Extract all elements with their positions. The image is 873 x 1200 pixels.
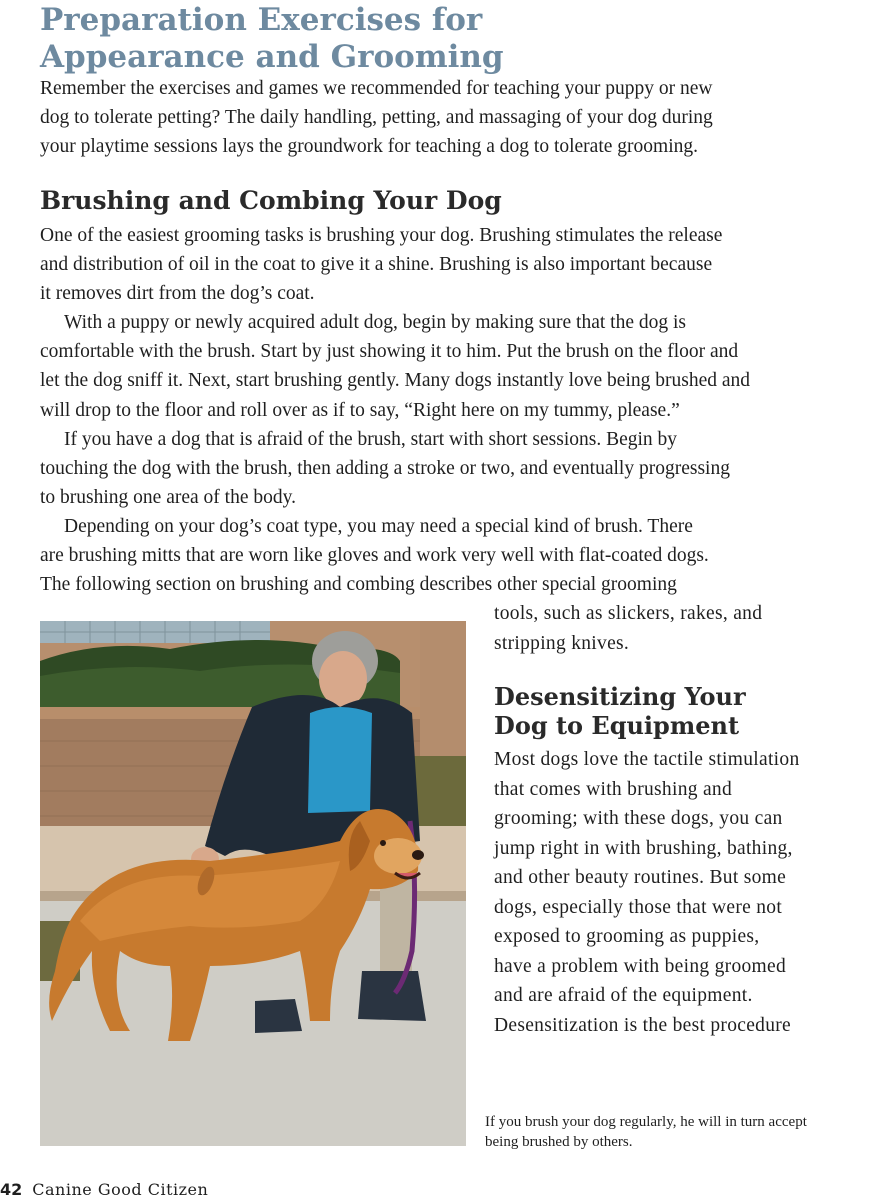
brushing-paragraph-4-continued [494, 599, 869, 658]
text-line: will drop to the floor and roll over as if to say, “Right here on my tummy, please.” [40, 399, 680, 421]
text-line: to brushing one area of the body. [40, 487, 296, 509]
text-line: comfortable with the brush. Start by just showing it to him. Put the brush on the floor and [40, 341, 739, 363]
text-line: Remember the exercises and games we recommended for teaching your puppy or new [40, 78, 713, 99]
text-line: dogs, especially those that were not [494, 896, 783, 918]
woman-shirt [308, 707, 372, 813]
section-heading-brushing: Brushing and Combing Your Dog [40, 186, 502, 215]
caption-line: being brushed by others. [485, 1134, 633, 1150]
text-line: your playtime sessions lays the groundwork for teaching a dog to tolerate grooming. [40, 136, 698, 158]
brushing-paragraph-3 [40, 425, 868, 513]
photo-illustration [40, 621, 466, 1146]
dog-nose [412, 850, 424, 860]
text-line: The following section on brushing and combing describes other special grooming [40, 574, 677, 596]
dog-eye [380, 840, 386, 846]
text-line: One of the easiest grooming tasks is brushing your dog. Brushing stimulates the release [40, 225, 723, 246]
page-title [40, 2, 504, 76]
photo-woman-brushing-golden-retriever [40, 621, 466, 1146]
text-line: and are afraid of the equipment. [494, 985, 753, 1006]
text-line: Most dogs love the tactile stimulation [494, 749, 800, 770]
brushing-paragraph-4 [40, 512, 868, 600]
page-number: 42 [0, 1180, 23, 1199]
title-line: Appearance and Grooming [40, 39, 504, 75]
photo-caption [485, 1112, 807, 1152]
text-line: dog to tolerate petting? The daily handling, petting, and massaging of your dog during [40, 107, 713, 129]
section-heading-desensitizing: Desensitizing Your Dog to Equipment [494, 682, 746, 740]
text-line: it removes dirt from the dog’s coat. [40, 283, 315, 305]
text-line: are brushing mitts that are worn like gloves and work very well with flat-coated dogs. [40, 545, 709, 567]
text-line: stripping knives. [494, 632, 630, 654]
text-line: If you have a dog that is afraid of the brush, start with short sessions. Begin by [64, 429, 678, 450]
text-line: exposed to grooming as puppies, [494, 926, 760, 947]
text-line: Desensitization is the best procedure [494, 1014, 792, 1036]
page-footer [0, 1180, 208, 1200]
woman-shoe [358, 971, 426, 1021]
text-line: and other beauty routines. But some [494, 867, 787, 888]
text-line: tools, such as slickers, rakes, and [494, 603, 763, 624]
desensitizing-paragraph [494, 745, 869, 1040]
text-line: With a puppy or newly acquired adult dog, begin by making sure that the dog is [64, 312, 687, 333]
intro-paragraph [40, 74, 868, 162]
text-line: grooming; with these dogs, you can [494, 808, 783, 829]
title-line: Preparation Exercises for [40, 2, 483, 38]
text-line: that comes with brushing and [494, 778, 733, 800]
book-title: Canine Good Citizen [32, 1180, 209, 1199]
text-line: and distribution of oil in the coat to give it a shine. Brushing is also important because [40, 254, 713, 276]
text-line: touching the dog with the brush, then adding a stroke or two, and eventually progressing [40, 458, 730, 480]
caption-line: If you brush your dog regularly, he will in turn accept [485, 1114, 807, 1130]
text-line: have a problem with being groomed [494, 955, 787, 977]
brushing-paragraph-2 [40, 308, 868, 425]
text-line: jump right in with brushing, bathing, [494, 837, 793, 859]
text-line: let the dog sniff it. Next, start brushing gently. Many dogs instantly love being brushed and [40, 370, 751, 392]
woman-face [319, 651, 367, 707]
text-line: Depending on your dog’s coat type, you may need a special kind of brush. There [64, 516, 693, 537]
brushing-paragraph-1 [40, 221, 868, 309]
